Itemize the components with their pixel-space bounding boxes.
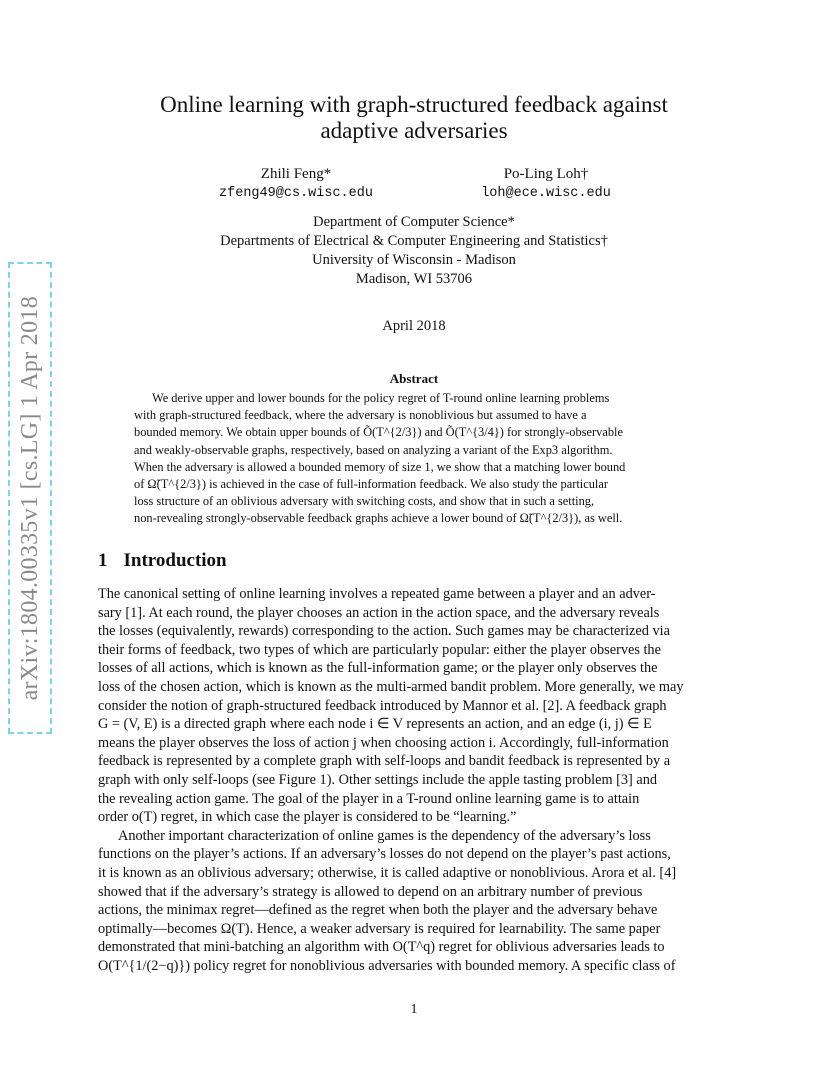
abstract-line: with graph-structured feedback, where the adversary is nonoblivious but assumed to have a bbox=[134, 408, 587, 423]
abstract-line: bounded memory. We obtain upper bounds of Õ(T^{2/3}) and Õ(T^{3/4}) for strongly-observable bbox=[134, 425, 623, 440]
abstract-line: When the adversary is allowed a bounded memory of size 1, we show that a matching lower bound bbox=[134, 459, 626, 474]
body-line: the revealing action game. The goal of the player in a T-round online learning game is to attain bbox=[98, 790, 640, 807]
body-line: order o(T) regret, in which case the player is considered to be “learning.” bbox=[98, 809, 517, 826]
affiliation-line: Madison, WI 53706 bbox=[355, 271, 473, 287]
body-line: feedback is represented by a complete graph with self-loops and bandit feedback is represented by a bbox=[98, 753, 671, 770]
body-line: the losses (equivalently, rewards) corresponding to the action. Such games may be characterized via bbox=[98, 623, 670, 640]
section-title: Introduction bbox=[123, 550, 227, 571]
affiliation-line: Departments of Electrical & Computer Engineering and Statistics† bbox=[220, 233, 608, 249]
body-line: sary [1]. At each round, the player chooses an action in the action space, and the adversary reveals bbox=[98, 604, 660, 621]
abstract-line: non-revealing strongly-observable feedback graphs achieve a lower bound of Ω̃(T^{2/3}), as well. bbox=[134, 511, 623, 526]
author-email: loh@ece.wisc.edu bbox=[481, 186, 611, 201]
paper-date: April 2018 bbox=[382, 318, 446, 334]
author-block bbox=[186, 164, 406, 204]
body-line: showed that if the adversary’s strategy is allowed to depend on an arbitrary number of previous bbox=[98, 883, 643, 900]
section-heading bbox=[98, 550, 227, 572]
body-text bbox=[98, 585, 730, 975]
abstract-line: of Ω̃(T^{2/3}) is achieved in the case of full-information feedback. We also study the particular bbox=[134, 477, 609, 492]
body-line: losses of all actions, which is known as the full-information game; or the player only observes the bbox=[98, 660, 658, 677]
body-line: G = (V, E) is a directed graph where each node i ∈ V represents an action, and an edge (i, j) ∈ E bbox=[98, 716, 652, 733]
abstract-line: We derive upper and lower bounds for the policy regret of T-round online learning problems bbox=[152, 391, 610, 405]
body-line: means the player observes the loss of action j when choosing action i. Accordingly, full-information bbox=[98, 734, 669, 751]
title-line-2: adaptive adversaries bbox=[320, 118, 508, 143]
page-number: 1 bbox=[410, 1002, 418, 1017]
abstract-heading: Abstract bbox=[389, 371, 439, 386]
body-line: their forms of feedback, two types of which are particularly popular: either the player observes the bbox=[98, 641, 661, 658]
affiliations bbox=[140, 213, 688, 289]
body-line: Another important characterization of online games is the dependency of the adversary’s loss bbox=[118, 827, 651, 844]
body-line: it is known as an oblivious adversary; otherwise, it is called adaptive or nonoblivious. Arora et al. [4] bbox=[98, 864, 677, 881]
body-line: demonstrated that mini-batching an algorithm with O(T^q) regret for oblivious adversaries leads to bbox=[98, 939, 665, 956]
body-line: consider the notion of graph-structured feedback introduced by Mannor et al. [2]. A feedback graph bbox=[98, 697, 667, 714]
author-block bbox=[436, 164, 656, 204]
body-line: O(T^{1/(2−q)}) policy regret for nonoblivious adversaries with bounded memory. A specific class of bbox=[98, 957, 676, 974]
abstract-text bbox=[134, 390, 694, 528]
body-line: The canonical setting of online learning involves a repeated game between a player and an adver- bbox=[98, 586, 656, 602]
section-number: 1 bbox=[98, 550, 108, 571]
affiliation-line: Department of Computer Science* bbox=[313, 214, 515, 230]
title-line-1: Online learning with graph-structured feedback against bbox=[160, 92, 668, 117]
arxiv-stamp bbox=[8, 262, 52, 734]
body-line: actions, the minimax regret—defined as the regret when both the player and the adversary behave bbox=[98, 902, 658, 919]
author-name: Zhili Feng* bbox=[260, 166, 332, 182]
body-line: loss of the chosen action, which is known as the multi-armed bandit problem. More generally, we may bbox=[98, 678, 684, 695]
body-line: functions on the player’s actions. If an adversary’s losses do not depend on the player’s past actions, bbox=[98, 846, 671, 863]
author-name: Po-Ling Loh† bbox=[503, 166, 589, 182]
body-line: optimally—becomes Ω(T). Hence, a weaker adversary is required for learnability. The same paper bbox=[98, 920, 661, 937]
paper-title bbox=[96, 92, 732, 144]
abstract-line: loss structure of an oblivious adversary with switching costs, and show that in such a setting, bbox=[134, 494, 595, 509]
affiliation-line: University of Wisconsin - Madison bbox=[312, 252, 516, 268]
author-email: zfeng49@cs.wisc.edu bbox=[219, 186, 373, 201]
arxiv-id: arXiv:1804.00335v1 [cs.LG] 1 Apr 2018 bbox=[16, 295, 43, 701]
body-line: graph with only self-loops (see Figure 1). Other settings include the apple tasting problem [3] and bbox=[98, 771, 658, 788]
abstract-line: and weakly-observable graphs, respectively, based on analyzing a variant of the Exp3 algorithm. bbox=[134, 442, 613, 457]
